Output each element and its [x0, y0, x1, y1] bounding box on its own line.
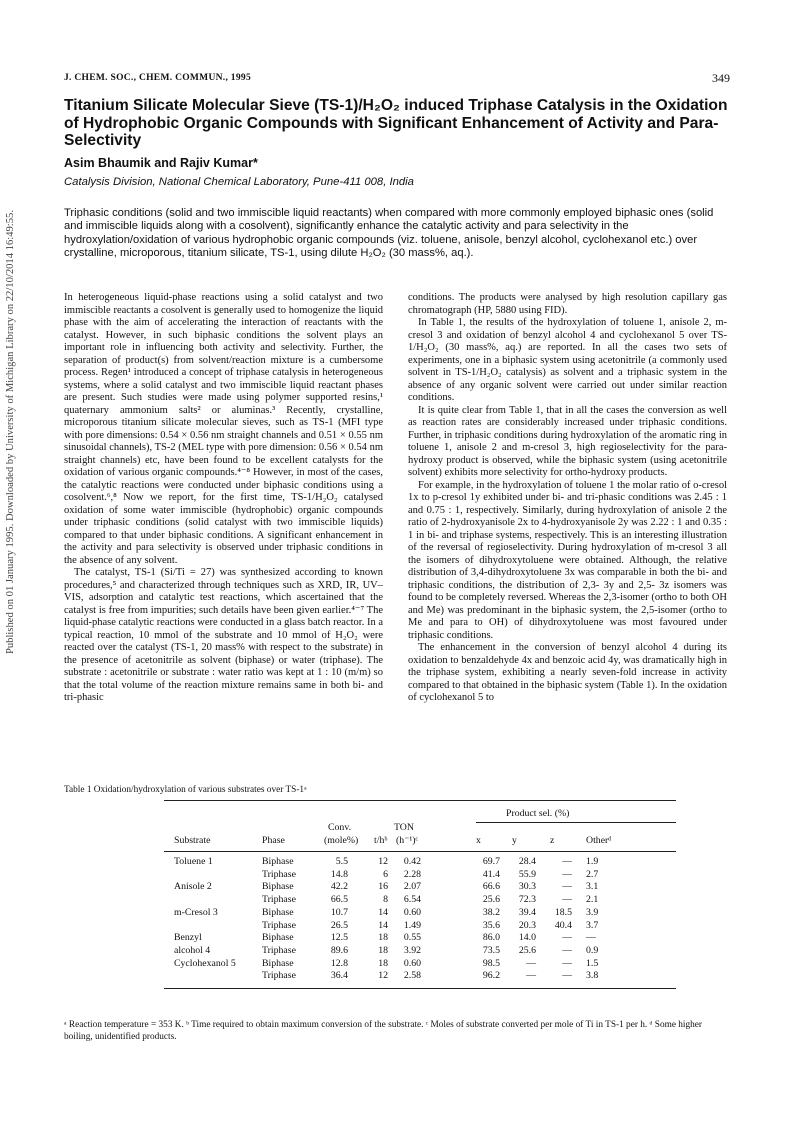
cell-conv: 66.5 — [330, 894, 348, 906]
cell-x: 86.0 — [482, 932, 500, 944]
cell-conv: 89.6 — [330, 944, 348, 956]
table-footnote: ᵃ Reaction temperature = 353 K. ᵇ Time required to obtain maximum conversion of the substrate. ᶜ Moles of substrate converted per mole of Ti in TS-1 per h. ᵈ Some higher boiling, unidentified products. — [64, 1020, 703, 1042]
cell-ton: 1.49 — [403, 919, 421, 931]
cell-x: 69.7 — [482, 856, 500, 867]
cell-substrate: Cyclohexanol 5 — [174, 957, 236, 969]
header-other: Otherᵈ — [586, 835, 612, 846]
cell-conv: 14.8 — [330, 868, 348, 880]
table-caption: Table 1 Oxidation/hydroxylation of various substrates over TS-1ᵃ — [64, 785, 307, 795]
cell-z: — — [562, 894, 572, 906]
cell-y: 20.3 — [518, 919, 536, 931]
cell-time: 8 — [383, 894, 388, 906]
cell-z: — — [562, 932, 572, 944]
cell-x: 38.2 — [482, 906, 500, 918]
cell-x: 41.4 — [482, 868, 500, 880]
cell-phase: Triphase — [262, 868, 296, 880]
header-x: x — [476, 835, 481, 846]
cell-other: 0.9 — [586, 944, 599, 956]
abstract: Triphasic conditions (solid and two immiscible liquid reactants) when compared with more commonly employed biphasic ones (solid and immiscible liquids along with a cosolvent), significantly enhance the catalytic activity and para selectivity in the hydroxylation/oxidation of various hydrophobic organic compounds (viz. toluene, anisole, benzyl alcohol, cyclohexanol etc.) over crystalline, microporous, titanium silicate, TS-1, using dilute H₂O₂ (30 mass%, aq.). — [64, 207, 714, 259]
header-y: y — [512, 835, 517, 846]
cell-substrate: m-Cresol 3 — [174, 906, 218, 918]
cell-phase: Triphase — [262, 944, 296, 956]
header-phase: Phase — [262, 835, 285, 846]
cell-y: 39.4 — [518, 906, 536, 918]
paragraph: For example, in the hydroxylation of toluene 1 the molar ratio of o-cresol 1x to p-cresol 1y exhibited under bi- and tri-phasic conditions was 2.45 : 1 and 0.75 : 1, respectively. Similarly, during hydroxylation of anisole 2 the ratio of 2-hydroxyanisole 2x to 4-hydroxyanisole 2y was 2.22 : 1 and 0.35 : 1 in bi- and triphase systems, respectively. This is an interesting illustration of the reversal of regioselectivity. During hydroxylation of m-cresol 3 all the isomers of dihydroxytoluene were obtained. Although, the relative distribution of 3,4-dihydroxytoluene 3x was comparable in both the bi- and triphasic conditions, the distribution of 2,3- 3y and 2,5- 3z isomers was found to be completely reversed. Whereas the 2,3-isomer (ortho to both OH and Me) was predominant in the biphasic system, the 2,5-isomer (ortho to Me and para to OH) of dihydroxytoluene was most favoured under triphasic conditions. — [408, 479, 727, 641]
cell-substrate: Anisole 2 — [174, 881, 212, 893]
body-column-right — [408, 292, 727, 705]
header-conv: Conv. — [328, 822, 352, 833]
table-bottom-rule — [164, 988, 676, 989]
cell-phase: Biphase — [262, 932, 294, 944]
paragraph: In heterogeneous liquid-phase reactions using a solid catalyst and two immiscible reactants a cosolvent is generally used to homogenize the liquid phase with the aim of accelerating the interaction of reactants with the catalyst. However, in such biphasic conditions the solvent plays an important role in influencing both activity and selectivity. Further, the separation of product(s) from solvent/reaction mixture is a cumbersome process. Regen¹ introduced a concept of triphase catalysis in heterogeneous systems, where a solid catalyst and two immiscible liquid reactant phases are present. Such studies were made using polymer supported resins,¹ quaternary ammonium salts² or aluminas.³ Recently, crystalline, microporous titanium silicate molecular sieves, such as TS-1 (MFI type with pore dimensions: 0.54 × 0.56 nm straight channels and 0.51 × 0.55 nm sinusoidal channels), TS-2 (MEL type with pore dimension: 0.56 × 0.54 nm straight channels) etc, have been found to be excellent catalysts for the oxidation of various organic compounds.⁴⁻⁸ However, in most of the cases, the catalytic reactions were conducted under biphasic conditions using a cosolvent.⁶,⁸ Now we report, for the first time, TS-1/H₂O₂ catalysed oxidation of some water immiscible (hydrophobic) organic compounds under triphasic conditions (solid catalyst with two immiscible liquids) compared to that under biphasic conditions. A significant enhancement in the activity and para selectivity is observed under triphasic conditions in the absence of any solvent. — [64, 292, 383, 566]
body-column-left — [64, 292, 383, 705]
cell-z: — — [562, 868, 572, 880]
cell-other: 3.8 — [586, 970, 599, 982]
cell-conv: 12.8 — [330, 957, 348, 969]
cell-other: 3.7 — [586, 919, 599, 931]
cell-conv: 5.5 — [335, 856, 348, 867]
cell-time: 12 — [378, 970, 388, 982]
cell-x: 96.2 — [482, 970, 500, 982]
paragraph: The enhancement in the conversion of benzyl alcohol 4 during its oxidation to benzaldehyde 4x and benzoic acid 4y, was dramatically high in the triphase system, exhibiting a nearly seven-fold increase in activity compared to that obtained in the biphasic system (Table 1). In the oxidation of cyclohexanol 5 to — [408, 642, 727, 703]
authors: Asim Bhaumik and Rajiv Kumar* — [64, 156, 258, 170]
cell-ton: 6.54 — [403, 894, 421, 906]
cell-phase: Biphase — [262, 906, 294, 918]
cell-time: 18 — [378, 932, 388, 944]
group-rule — [476, 822, 676, 823]
article-title: Titanium Silicate Molecular Sieve (TS-1)/H₂O₂ induced Triphase Catalysis in the Oxidation of Hydrophobic Organic Compounds with Significant Enhancement of Activity and Para-Selectivity — [64, 97, 728, 149]
cell-time: 14 — [378, 906, 388, 918]
cell-other: — — [586, 932, 596, 944]
page-number: 349 — [712, 71, 730, 85]
cell-y: 72.3 — [518, 894, 536, 906]
cell-other: 3.9 — [586, 906, 599, 918]
cell-y: 25.6 — [518, 944, 536, 956]
header-ton: TON — [394, 822, 414, 833]
cell-y: — — [526, 970, 536, 982]
group-header: Product sel. (%) — [506, 808, 570, 819]
cell-ton: 0.60 — [403, 957, 421, 969]
cell-z: — — [562, 944, 572, 956]
header-conv-unit: (mole%) — [324, 835, 359, 846]
cell-phase: Biphase — [262, 881, 294, 893]
cell-y: 30.3 — [518, 881, 536, 893]
journal-header: J. CHEM. SOC., CHEM. COMMUN., 1995 — [64, 73, 251, 83]
header-z: z — [550, 835, 555, 846]
cell-z: — — [562, 957, 572, 969]
results-table — [64, 800, 730, 1000]
cell-time: 14 — [378, 919, 388, 931]
cell-x: 35.6 — [482, 919, 500, 931]
cell-conv: 42.2 — [330, 881, 348, 893]
cell-conv: 36.4 — [330, 970, 348, 982]
cell-x: 98.5 — [482, 957, 500, 969]
cell-z: — — [562, 881, 572, 893]
download-notice: Published on 01 January 1995. Downloaded by University of Michigan Library on 22/10/2014 16:49:55. — [5, 210, 16, 655]
cell-ton: 0.55 — [403, 932, 421, 944]
cell-phase: Triphase — [262, 894, 296, 906]
cell-substrate: alcohol 4 — [174, 944, 211, 956]
cell-y: 28.4 — [518, 856, 536, 867]
cell-other: 2.7 — [586, 868, 599, 880]
header-rule — [164, 851, 676, 852]
cell-time: 12 — [378, 856, 388, 867]
cell-other: 1.9 — [586, 856, 599, 867]
cell-time: 16 — [378, 881, 388, 893]
cell-ton: 0.60 — [403, 906, 421, 918]
cell-z: — — [562, 856, 572, 867]
cell-x: 66.6 — [482, 881, 500, 893]
cell-z: — — [562, 970, 572, 982]
affiliation: Catalysis Division, National Chemical Laboratory, Pune-411 008, India — [64, 176, 414, 188]
cell-y: 55.9 — [518, 868, 536, 880]
cell-y: — — [526, 957, 536, 969]
paragraph: In Table 1, the results of the hydroxylation of toluene 1, anisole 2, m-cresol 3 and oxidation of benzyl alcohol 4 and cyclohexanol 5 over TS-1/H₂O₂ (30 mass%, aq.) are reported. In all the cases two sets of experiments, one in a biphasic system using acetonitrile (a commonly used solvent in TS-1/H₂O₂ catalysis) as solvent and a triphasic system in the absence of any organic solvent were carried out under similar reaction conditions. — [408, 317, 727, 403]
cell-ton: 2.58 — [403, 970, 421, 982]
cell-phase: Biphase — [262, 957, 294, 969]
cell-phase: Triphase — [262, 970, 296, 982]
cell-ton: 3.92 — [403, 944, 421, 956]
cell-other: 1.5 — [586, 957, 599, 969]
cell-z: 18.5 — [554, 906, 572, 918]
cell-x: 73.5 — [482, 944, 500, 956]
cell-conv: 10.7 — [330, 906, 348, 918]
cell-other: 2.1 — [586, 894, 599, 906]
header-ton-unit: (h⁻¹)ᶜ — [396, 835, 419, 846]
cell-substrate: Toluene 1 — [174, 856, 213, 867]
paragraph: The catalyst, TS-1 (Si/Ti = 27) was synthesized according to known procedures,⁵ and characterized through techniques such as XRD, IR, UV–VIS, adsorption and catalytic test reactions, which ascertained that the catalyst is free from impurities; such details have been given earlier.⁴⁻⁷ The liquid-phase catalytic reactions were conducted in a glass batch reactor. In a typical reaction, 10 mmol of the substrate and 10 mmol of H₂O₂ were reacted over the catalyst (TS-1, 20 mass% with respect to the substrate) in the presence of acetonitrile as solvent (biphase) or water (triphase). The substrate : acetonitrile or substrate : water ratio was kept at 1 : 10 (m/m) so that the total volume of the reaction mixture remains same in both bi- and tri-phasic — [64, 567, 383, 703]
cell-x: 25.6 — [482, 894, 500, 906]
cell-substrate: Benzyl — [174, 932, 202, 944]
cell-ton: 2.28 — [403, 868, 421, 880]
paragraph: conditions. The products were analysed by high resolution capillary gas chromatograph (HP, 5880 using FID). — [408, 292, 727, 316]
cell-ton: 0.42 — [403, 856, 421, 867]
table-top-rule — [164, 800, 676, 801]
cell-time: 18 — [378, 944, 388, 956]
cell-conv: 12.5 — [330, 932, 348, 944]
cell-phase: Biphase — [262, 856, 294, 867]
cell-time: 6 — [383, 868, 388, 880]
cell-other: 3.1 — [586, 881, 599, 893]
cell-z: 40.4 — [554, 919, 572, 931]
header-t: t/hᵇ — [374, 835, 388, 846]
cell-phase: Triphase — [262, 919, 296, 931]
cell-ton: 2.07 — [403, 881, 421, 893]
cell-time: 18 — [378, 957, 388, 969]
header-substrate: Substrate — [174, 835, 211, 846]
cell-conv: 26.5 — [330, 919, 348, 931]
cell-y: 14.0 — [518, 932, 536, 944]
paragraph: It is quite clear from Table 1, that in all the cases the conversion as well as reaction rates are considerably increased under triphasic conditions. Further, in triphasic conditions during hydroxylation of the aromatic ring in toluene 1, anisole 2 and m-cresol 3, high regioselectivity for the para-hydroxy product is observed, while the biphasic system (using acetonitrile solvent) exhibits more selectivity for ortho-hydroxy products. — [408, 404, 727, 478]
